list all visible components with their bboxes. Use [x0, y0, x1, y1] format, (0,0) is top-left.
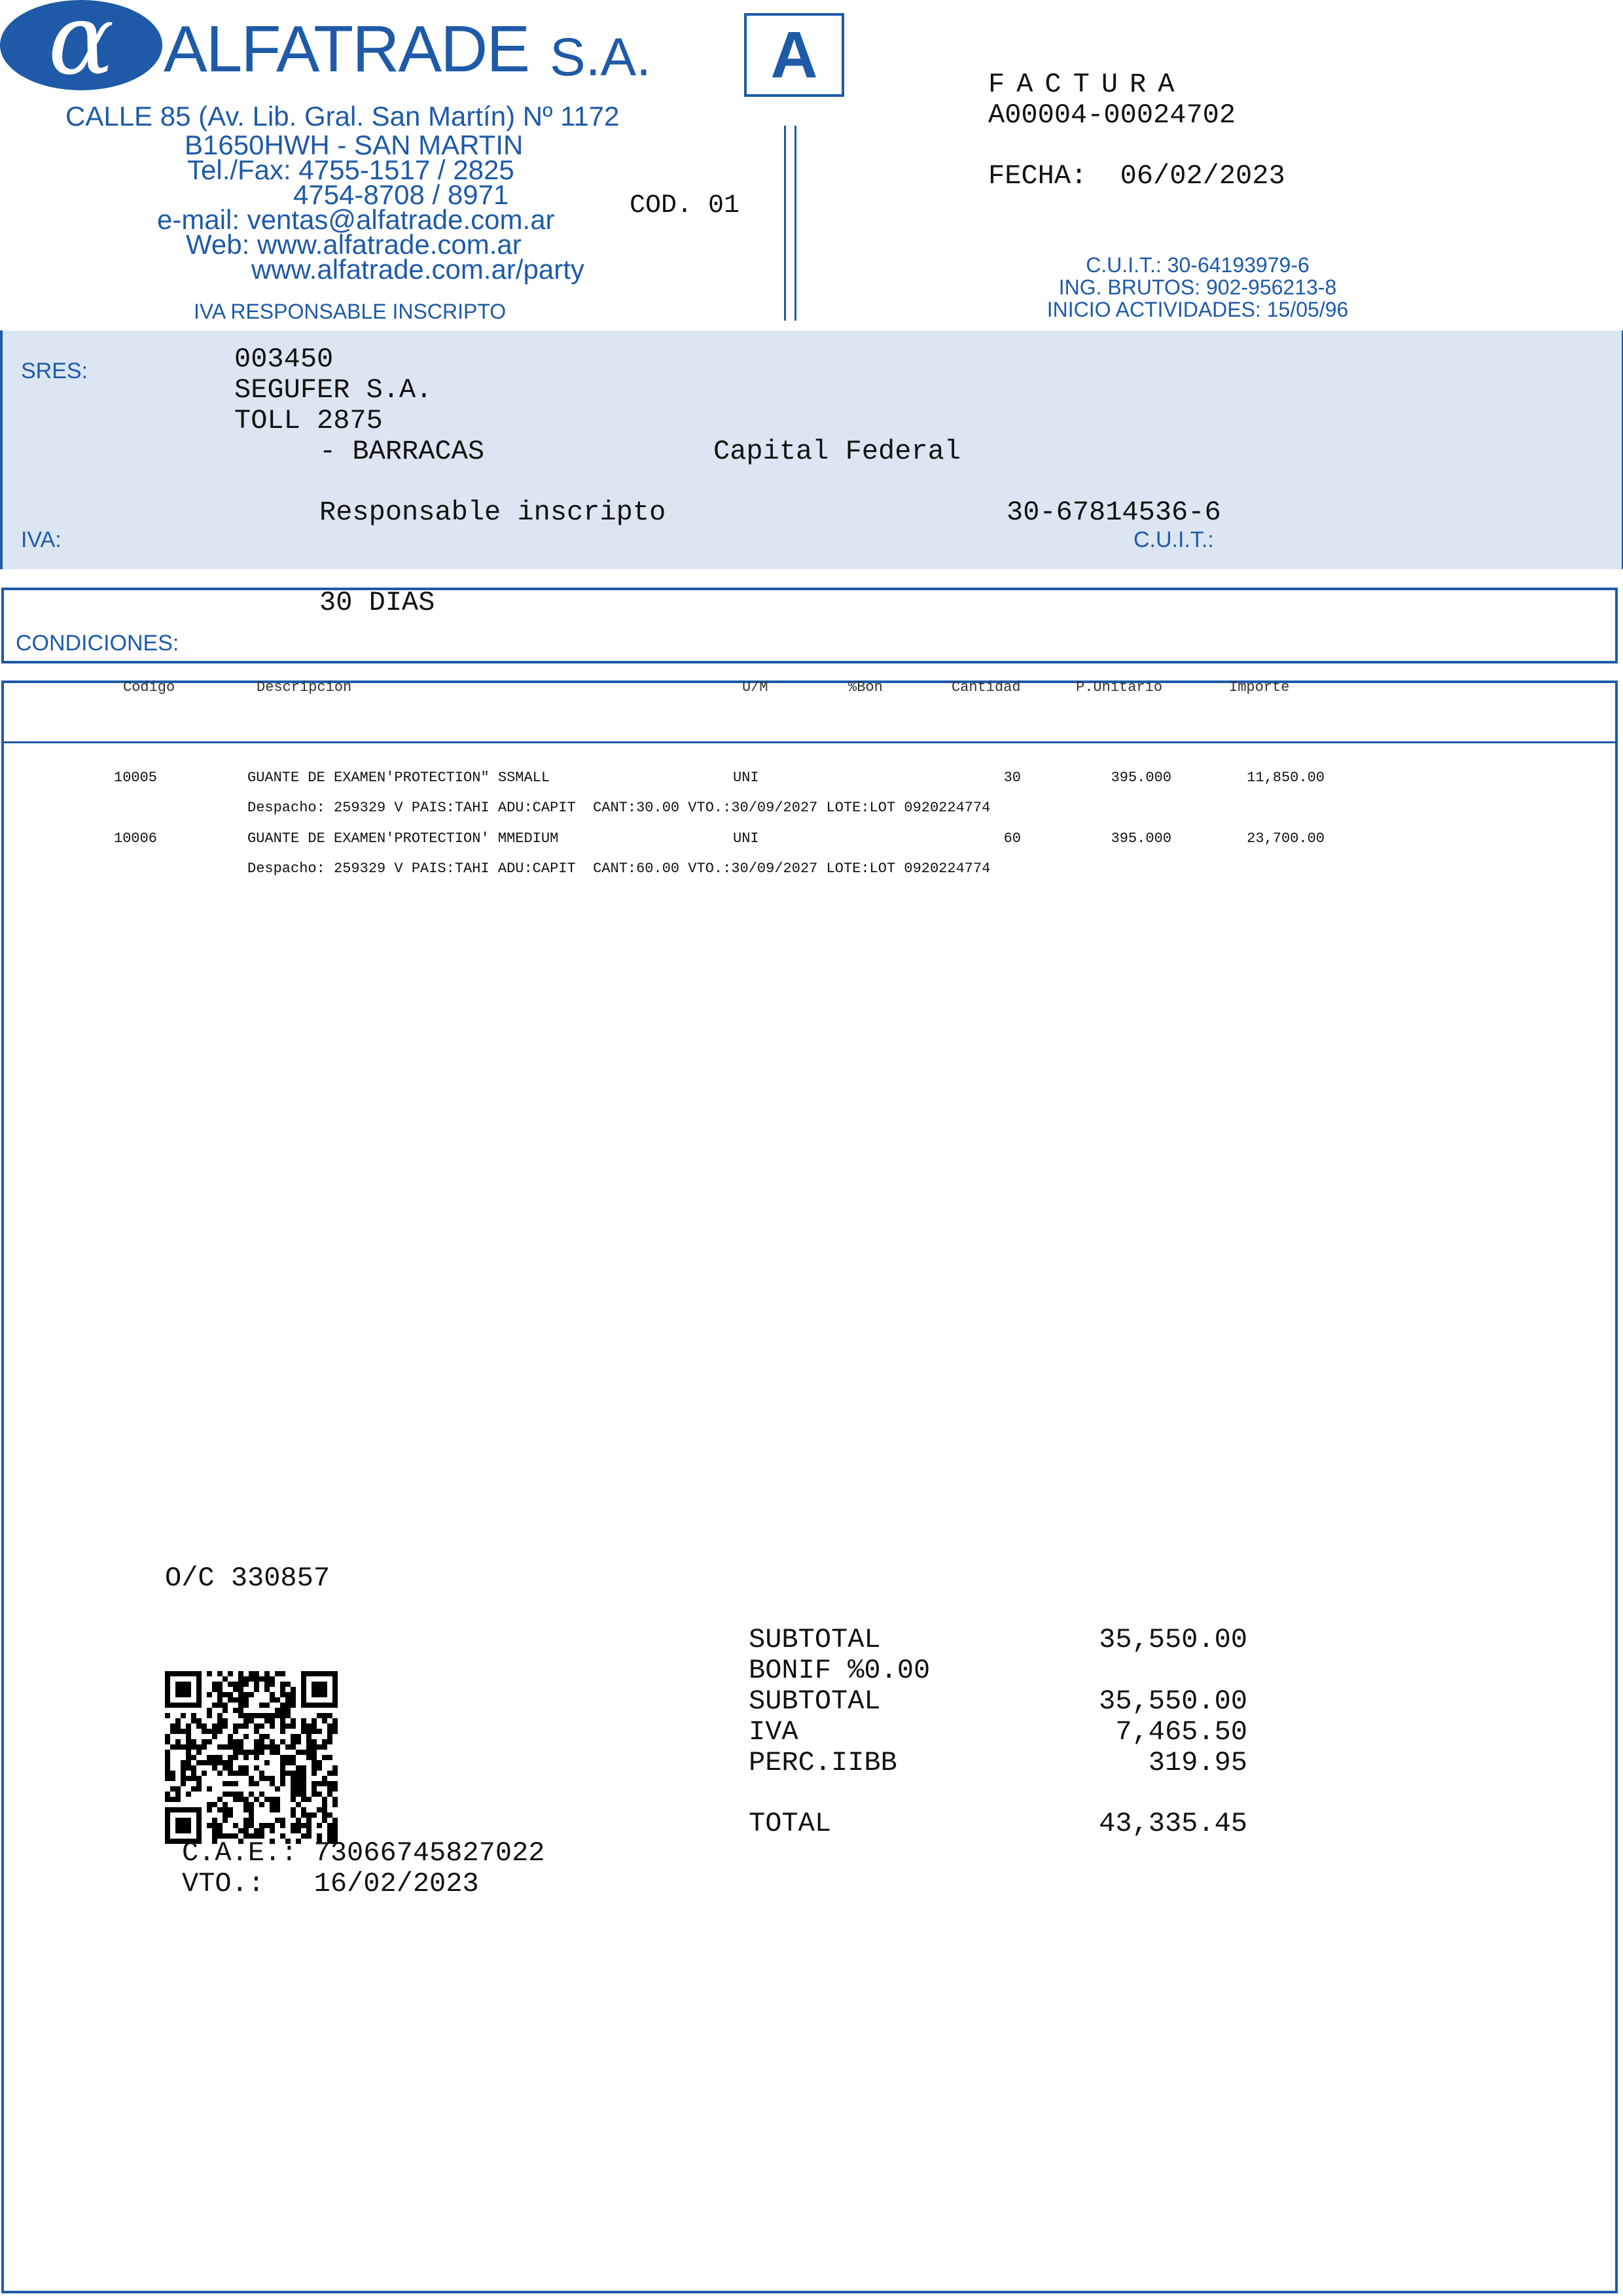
client-province: Capital Federal [713, 436, 961, 467]
address-line: e-mail: ventas@alfatrade.com.ar [157, 204, 555, 235]
address-line: B1650HWH - SAN MARTIN [185, 130, 524, 160]
document-date: FECHA: 06/02/2023 [988, 160, 1285, 192]
items-header-divider [1, 741, 1618, 743]
client-iva-condition: Responsable inscripto [319, 497, 666, 528]
perc-iibb-value: 319.95 [1148, 1747, 1247, 1778]
item-description: GUANTE DE EXAMEN'PROTECTION' MMEDIUM [247, 830, 559, 847]
iva-total-label: IVA [749, 1716, 798, 1748]
address-line: 4754-8708 / 8971 [293, 179, 509, 210]
cae-number: C.A.E.: 73066745827022 [182, 1837, 545, 1869]
item-um: UNI [733, 769, 759, 786]
document-number: A00004-00024702 [988, 99, 1236, 131]
item-unit-price: 395.000 [1111, 830, 1171, 847]
client-street: TOLL 2875 [234, 405, 383, 436]
issuer-inicio-actividades: INICIO ACTIVIDADES: 15/05/96 [1046, 298, 1349, 321]
item-quantity: 30 [1003, 769, 1021, 786]
item-quantity: 60 [1003, 830, 1021, 847]
perc-iibb-label: PERC.IIBB [749, 1747, 897, 1778]
issuer-cuit: C.U.I.T.: 30-64193979-6 [1086, 253, 1310, 277]
bonif-label: BONIF %0.00 [749, 1655, 931, 1686]
client-code: 003450 [234, 344, 334, 375]
subtotal-value: 35,550.00 [1099, 1624, 1247, 1655]
cae-expiry: VTO.: 16/02/2023 [182, 1868, 479, 1899]
document-type: FACTURA [988, 69, 1186, 100]
column-header-um: U/M [742, 679, 768, 696]
cod-label: COD. 01 [630, 191, 740, 221]
item-unit-price: 395.000 [1111, 769, 1171, 786]
subtotal-label: SUBTOTAL [749, 1686, 881, 1717]
logo-alpha-icon: α [48, 0, 115, 97]
client-cuit: 30-67814536-6 [1007, 497, 1221, 528]
conditions-box [1, 588, 1618, 663]
column-header-codigo: Codigo [123, 679, 175, 696]
cuit-label: C.U.I.T.: [1133, 527, 1214, 552]
item-amount: 11,850.00 [1247, 769, 1325, 786]
item-code: 10006 [114, 830, 158, 847]
purchase-order: O/C 330857 [165, 1563, 330, 1594]
divider-line [784, 126, 786, 321]
column-header-p-unitario: P.Unitario [1076, 679, 1163, 696]
company-name: ALFATRADE [164, 12, 529, 86]
address-line: www.alfatrade.com.ar/party [251, 254, 584, 285]
item-amount: 23,700.00 [1247, 830, 1325, 847]
address-line: Tel./Fax: 4755-1517 / 2825 [187, 154, 514, 185]
sres-label: SRES: [21, 359, 88, 383]
item-detail: Despacho: 259329 V PAIS:TAHI ADU:CAPIT CANT:60.00 VTO.:30/09/2027 LOTE:LOT 0920224774 [247, 860, 991, 877]
total-label: TOTAL [749, 1808, 832, 1839]
conditions-label: CONDICIONES: [16, 631, 179, 656]
subtotal-value: 35,550.00 [1099, 1686, 1247, 1717]
item-description: GUANTE DE EXAMEN'PROTECTION" SSMALL [247, 769, 550, 786]
client-name: SEGUFER S.A. [234, 374, 433, 406]
conditions-value: 30 DIAS [319, 587, 435, 618]
items-table [1, 680, 1618, 2293]
total-value: 43,335.45 [1099, 1808, 1247, 1839]
iva-status: IVA RESPONSABLE INSCRIPTO [194, 300, 507, 323]
address-line: Web: www.alfatrade.com.ar [186, 229, 522, 260]
company-suffix: S.A. [550, 27, 651, 87]
client-locality: - BARRACAS [319, 436, 485, 467]
item-um: UNI [733, 830, 759, 847]
column-header-cantidad: Cantidad [952, 679, 1021, 696]
qr-code [165, 1671, 338, 1844]
item-code: 10005 [114, 769, 158, 786]
issuer-ing-brutos: ING. BRUTOS: 902-956213-8 [1058, 275, 1337, 299]
iva-total-value: 7,465.50 [1115, 1716, 1247, 1748]
address-line: CALLE 85 (Av. Lib. Gral. San Martín) Nº 1172 [65, 101, 620, 132]
iva-label: IVA: [21, 527, 62, 552]
item-detail: Despacho: 259329 V PAIS:TAHI ADU:CAPIT CANT:30.00 VTO.:30/09/2027 LOTE:LOT 0920224774 [247, 800, 991, 816]
invoice-letter-box: A [744, 13, 844, 97]
column-header-bon: %Bon [848, 679, 883, 696]
divider-line [794, 126, 796, 321]
column-header-importe: Importe [1229, 679, 1290, 696]
column-header-descripcion: Descripcion [257, 679, 352, 696]
subtotal-label: SUBTOTAL [749, 1624, 881, 1655]
